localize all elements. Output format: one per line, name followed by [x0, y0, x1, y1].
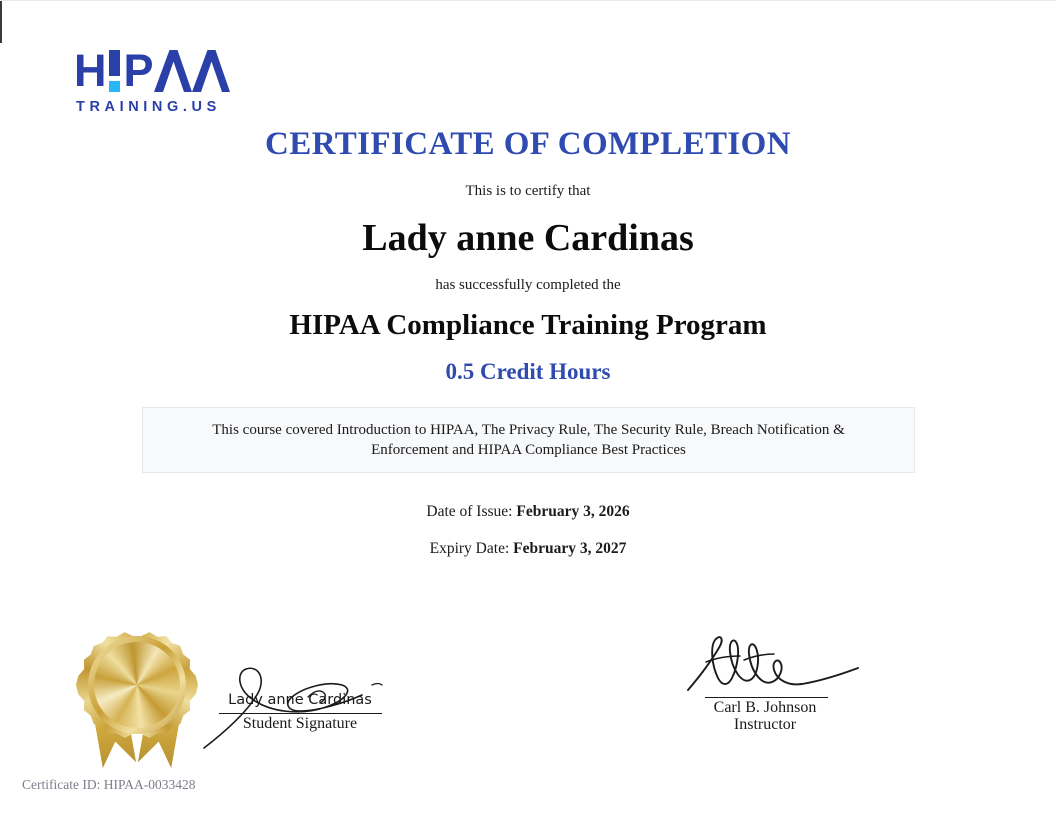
logo-chevrons — [154, 50, 230, 92]
gold-award-seal-icon — [72, 620, 202, 770]
exclamation-mark-icon — [107, 50, 122, 92]
logo-letter-h: H — [74, 45, 106, 96]
logo-wordmark: TRAINING.US — [76, 99, 221, 115]
certificate-title: CERTIFICATE OF COMPLETION — [265, 126, 791, 162]
expiry-date-value: February 3, 2027 — [513, 540, 627, 557]
page-top-edge — [0, 0, 1056, 1]
seal-face — [94, 642, 180, 728]
program-name: HIPAA Compliance Training Program — [289, 309, 767, 341]
hipaa-training-logo — [74, 45, 314, 115]
logo-mark — [74, 45, 314, 96]
instructor-signature-role: Instructor — [733, 716, 797, 733]
chevron-a-a-icon — [154, 50, 230, 92]
page-left-edge-marker — [0, 1, 2, 43]
certify-line: This is to certify that — [465, 183, 591, 199]
student-signature-rule — [219, 713, 382, 714]
recipient-name: Lady anne Cardinas — [362, 217, 694, 259]
student-signature-name: Lady anne Cardinas — [228, 692, 372, 708]
instructor-handwritten-signature-icon — [684, 632, 864, 707]
credit-hours: 0.5 Credit Hours — [445, 359, 611, 384]
student-signature-role: Student Signature — [242, 715, 358, 732]
logo-letter-p: P — [123, 45, 153, 96]
instructor-signature-name: Carl B. Johnson — [713, 699, 817, 716]
certificate-id: Certificate ID: HIPAA-0033428 — [22, 777, 196, 792]
expiry-date-row — [0, 540, 1056, 558]
completed-line: has successfully completed the — [435, 277, 621, 293]
course-description-text: This course covered Introduction to HIPAA, The Privacy Rule, The Security Rule, Breach Notification & Enforcement and HIPAA Compliance Best Practices — [212, 422, 845, 458]
expiry-date-label: Expiry Date: — [429, 540, 510, 557]
instructor-signature-rule — [705, 697, 828, 698]
course-description-box — [142, 407, 915, 473]
date-of-issue-label: Date of Issue: — [426, 503, 513, 520]
date-of-issue-row — [0, 503, 1056, 521]
date-of-issue-value: February 3, 2026 — [516, 503, 630, 520]
